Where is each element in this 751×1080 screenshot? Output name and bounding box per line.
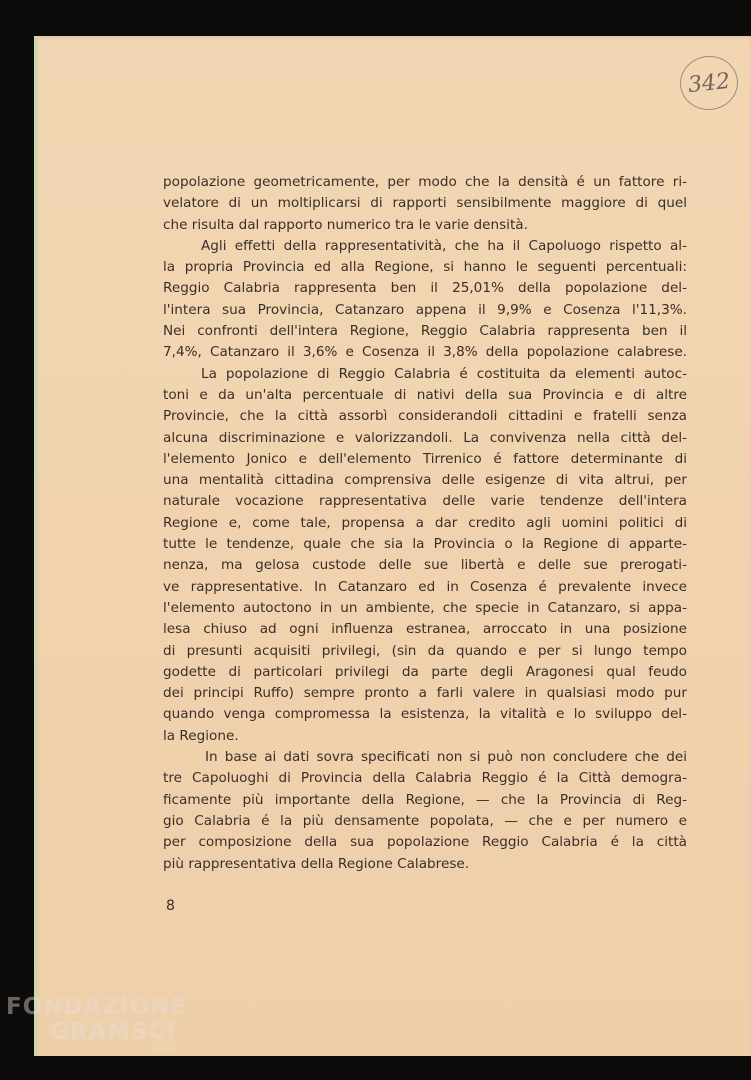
body-text [163,172,687,875]
text-line-24: godette di particolari privilegi da parte degli Aragonesi qual feudo [163,663,687,680]
text-line-12: Provincie, che la città assorbì considerandoli cittadini e fratelli senza [163,408,687,425]
text-line-25: dei principi Ruffo) sempre pronto a farli valere in qualsiasi modo pur [163,685,687,702]
fondazione-gramsci-watermark [6,996,187,1055]
text-line-27: la Regione. [163,727,239,744]
text-line-23: di presunti acquisiti privilegi, (sin da quando e per si lungo tempo [163,642,687,659]
text-line-20: ve rappresentative. In Catanzaro ed in Cosenza é prevalente invece [163,578,687,595]
text-line-33: più rappresentativa della Regione Calabrese. [163,855,470,872]
text-line-1: popolazione geometricamente, per modo che la densità é un fattore ri- [163,174,687,190]
watermark-line-3: onlus [152,1045,177,1055]
text-line-2: velatore di un moltiplicarsi di rapporti sensibilmente maggiore di quel [163,195,687,212]
text-line-6: Reggio Calabria rappresenta ben il 25,01% della popolazione del- [163,280,687,297]
text-line-8: Nei confronti dell'intera Regione, Reggio Calabria rappresenta ben il [163,323,687,340]
watermark-line-2: GRAMSCI [50,1019,177,1045]
text-line-3: che risulta dal rapporto numerico tra le varie densità. [163,216,528,233]
text-line-14: l'elemento Jonico e dell'elemento Tirrenico é fattore determinante di [163,450,687,467]
text-line-21: l'elemento autoctono in un ambiente, che specie in Catanzaro, si appa- [163,599,687,616]
text-line-4: Agli effetti della rappresentatività, che ha il Capoluogo rispetto al- [201,237,687,254]
text-line-22: lesa chiuso ad ogni influenza estranea, arroccato in una posizione [163,621,687,638]
text-line-32: per composizione della sua popolazione Reggio Calabria é la città [163,834,687,851]
text-line-10: La popolazione di Reggio Calabria é costituita da elementi autoc- [201,365,687,382]
text-line-17: Regione e, come tale, propensa a dar credito agli uomini politici di [163,514,687,531]
text-line-5: la propria Provincia ed alla Regione, si hanno le seguenti percentuali: [163,259,687,276]
text-line-13: alcuna discriminazione e valorizzandoli. La convivenza nella città del- [163,429,687,446]
text-line-18: tutte le tendenze, quale che sia la Provincia o la Regione di apparte- [163,536,687,553]
text-line-26: quando venga compromessa la esistenza, la vitalità e lo sviluppo del- [163,706,687,723]
text-line-15: una mentalità cittadina comprensiva delle esigenze di vita altrui, per [163,472,687,489]
text-line-11: toni e da un'alta percentuale di nativi della sua Provincia e di altre [163,386,687,403]
archive-stamp-number: 342 [686,68,732,98]
text-line-7: l'intera sua Provincia, Catanzaro appena il 9,9% e Cosenza l'11,3%. [163,301,687,318]
page-number: 8 [166,898,175,914]
text-line-19: nenza, ma gelosa custode delle sue libertà e delle sue prerogati- [163,557,687,574]
text-line-9: 7,4%, Catanzaro il 3,6% e Cosenza il 3,8% della popolazione calabrese. [163,344,687,361]
text-line-28: In base ai dati sovra specificati non si può non concludere che dei [205,749,687,766]
text-line-30: ficamente più importante della Regione, — che la Provincia di Reg- [163,791,687,808]
text-line-29: tre Capoluoghi di Provincia della Calabria Reggio é la Città demogra- [163,770,687,787]
text-line-16: naturale vocazione rappresentativa delle varie tendenze dell'intera [163,493,687,510]
watermark-line-1: FONDAZIONE [6,994,188,1020]
text-line-31: gio Calabria é la più densamente popolata, — che e per numero e [163,812,687,829]
